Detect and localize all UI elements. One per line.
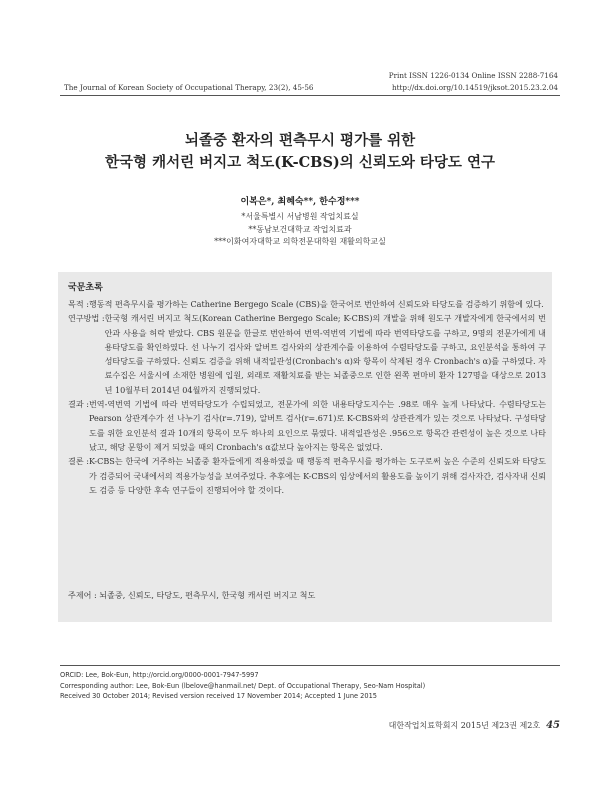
footnote-received: Received 30 October 2014; Revised version received 17 November 2014; Accepted 1 June 2015 — [60, 692, 377, 701]
section-text: 행동적 편측무시를 평가하는 Catherine Bergego Scale (CBS)을 한국어로 번안하여 신뢰도와 타당도를 검증하기 위함에 있다. — [88, 299, 544, 309]
footnote-corresponding: Corresponding author: Lee, Bok-Eun (lbelove@hanmail.net/ Dept. of Occupational Therapy, Seo-Nam Hospital) — [60, 681, 426, 690]
issn-line: Print ISSN 1226-0134 Online ISSN 2288-7164 — [388, 71, 558, 80]
abstract-section-conclusion — [68, 454, 546, 497]
affiliation-3: ***이화여자대학교 의학전문대학원 재활의학교실 — [214, 237, 386, 246]
abstract-section-purpose — [68, 297, 546, 311]
abstract-section-methods — [68, 311, 546, 397]
title-line-1: 뇌졸중 환자의 편측무시 평가를 위한 — [184, 132, 416, 149]
section-text: 번역-역번역 기법에 따라 번역타당도가 수립되었고, 전문가에 의한 내용타당도지수는 .98로 매우 높게 나타났다. 수렴타당도는 Pearson 상관계수가 선 나누기 검사(r=.719), 알버트 검사(r=.671)로 K-CBS와의 상관관계가 있는 것으로 나타났다. 구성타당도를 위한 요인분석 결과 10개의 항목이 모두 하나의 요인으로 묶였다. 내적일관성은 .956으로 항목간 관련성이 높은 것으로 나타났고, 해당 문항이 제거 되었을 때의 Cronbach's α값보다 높아지는 항목은 없었다. — [88, 399, 546, 452]
section-label: 목적 : — [68, 299, 89, 309]
keywords — [68, 590, 315, 601]
section-label: 결론 : — [68, 456, 89, 467]
abstract-body — [68, 297, 546, 497]
abstract-heading: 국문초록 — [68, 283, 103, 293]
footnote-orcid: ORCID: Lee, Bok-Eun, http://orcid.org/0000-0001-7947-5997 — [60, 671, 259, 679]
issn-doi-block — [389, 70, 558, 94]
keywords-text: 뇌졸중, 신뢰도, 타당도, 편측무시, 한국형 캐서린 버지고 척도 — [99, 590, 316, 600]
footer-journal: 대한작업치료학회지 2015년 제23권 제2호 — [388, 721, 541, 730]
abstract-box — [58, 272, 552, 622]
keywords-label: 주제어 : — [68, 590, 100, 600]
footnote-rule — [60, 665, 560, 666]
affiliations — [0, 211, 600, 249]
journal-citation: The Journal of Korean Society of Occupational Therapy, 23(2), 45-56 — [64, 83, 314, 92]
footnotes — [60, 670, 425, 702]
doi-line: http://dx.doi.org/10.14519/jksot.2015.23.2.04 — [391, 83, 558, 92]
affiliation-2: **동남보건대학교 작업치료과 — [248, 224, 352, 234]
header-rule — [60, 95, 560, 96]
section-text: K-CBS는 한국에 거주하는 뇌졸중 환자들에게 적용하였을 때 행동적 편측무시를 평가하는 도구로써 높은 수준의 신뢰도와 타당도가 검증되어 국내에서의 적용가능성을 보여주었다. 추후에는 K-CBS의 임상에서의 활용도를 높이기 위해 검사자간, 검사자내 신뢰도 검증 등 다양한 후속 연구들이 진행되어야 할 것이다. — [88, 456, 546, 495]
affiliation-1: *서울특별시 서남병원 작업치료실 — [241, 212, 359, 221]
title-line-2: 한국형 캐서린 버지고 척도(K-CBS)의 신뢰도와 타당도 연구 — [105, 154, 495, 171]
paper-title — [0, 130, 600, 174]
abstract-section-results — [68, 397, 546, 454]
authors: 이복은*, 최혜숙**, 한수정*** — [240, 197, 360, 207]
page-number: 45 — [546, 720, 560, 731]
section-label: 연구방법 : — [68, 313, 105, 324]
section-label: 결과 : — [68, 399, 89, 410]
page-footer — [389, 720, 560, 731]
section-text: 한국형 캐서린 버지고 척도(Korean Catherine Bergego Scale; K-CBS)의 개발을 위해 원도구 개발자에게 한국에서의 번안과 사용을 허락 받았다. CBS 원문을 한글로 번안하여 번역-역번역 기법에 따라 번역타당도를 구하고, 9명의 전문가에게 내용타당도를 확인하였다. 선 나누기 검사와 알버트 검사와의 상관계수를 이용하여 수렴타당도를 구하고, 요인분석을 통하여 구성타당도를 구하였다. 신뢰도 검증을 위해 내적일관성(Cronbach's α)와 항목이 삭제된 경우 Cronbach's α)를 구하였다. 자료수집은 서울시에 소재한 병원에 입원, 외래로 재활치료를 받는 뇌졸중으로 인한 왼쪽 편마비 환자 127명을 대상으로 2013년 10월부터 2014년 04월까지 진행되었다. — [104, 313, 546, 395]
